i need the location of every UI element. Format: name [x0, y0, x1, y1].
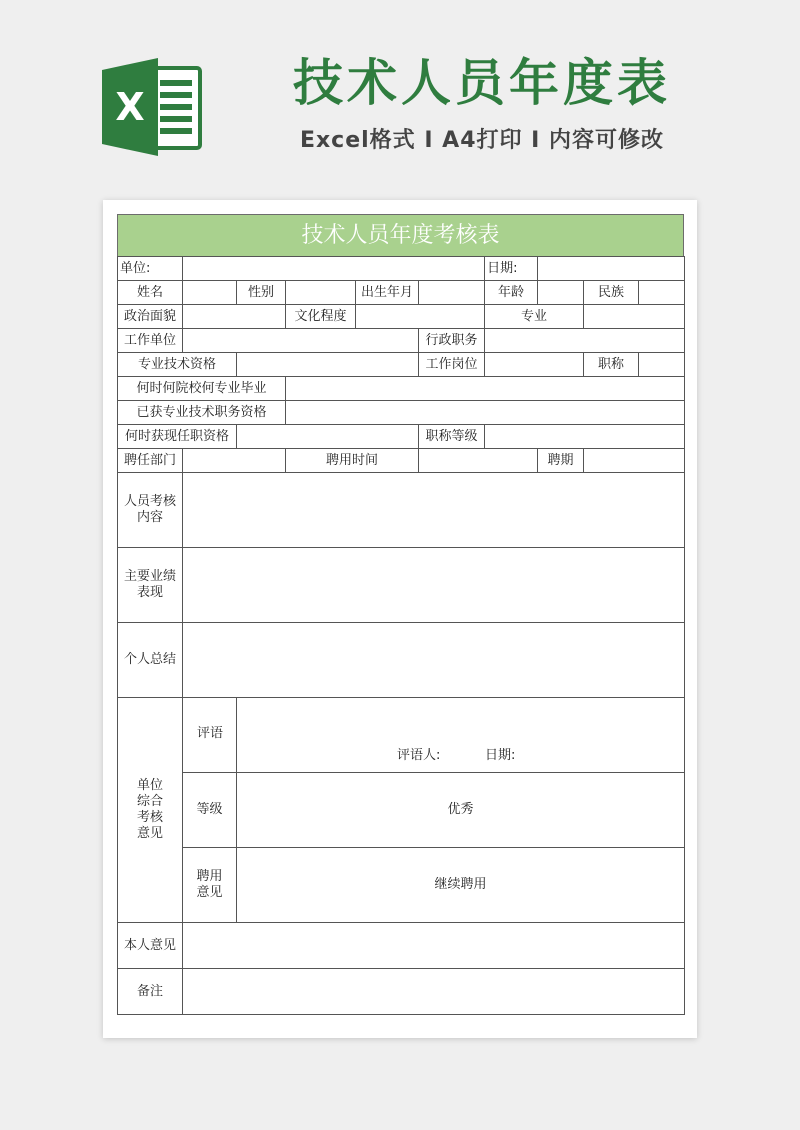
summary-field[interactable]: [183, 623, 685, 698]
review-field[interactable]: [237, 698, 685, 773]
review-signer-label: 评语人:: [397, 748, 441, 763]
job-title-label: 职称: [584, 353, 639, 377]
hire-dept-field[interactable]: [183, 449, 286, 473]
unit-opinion-line2: 综合: [136, 794, 163, 809]
review-label-cell: [183, 698, 237, 773]
form-container: [117, 214, 684, 1015]
performance-field[interactable]: [183, 548, 685, 623]
post-field[interactable]: [485, 353, 584, 377]
birth-label: 出生年月: [356, 281, 419, 305]
assessment-content-line2: 内容: [136, 510, 163, 525]
hire-term-label: 聘期: [538, 449, 584, 473]
age-field[interactable]: [538, 281, 584, 305]
assessment-content-label: [118, 473, 183, 548]
assessment-table: [117, 256, 685, 1015]
graduated-label: 何时何院校何专业毕业: [118, 377, 286, 401]
hire-opinion-value[interactable]: 继续聘用: [237, 848, 685, 923]
performance-line2: 表现: [136, 585, 163, 600]
political-field[interactable]: [183, 305, 286, 329]
unit-opinion-label: [118, 698, 183, 923]
obtained-field[interactable]: [286, 401, 685, 425]
birth-field[interactable]: [419, 281, 485, 305]
summary-label: 个人总结: [118, 623, 183, 698]
remarks-label: 备注: [118, 969, 183, 1015]
hire-time-field[interactable]: [419, 449, 538, 473]
hire-dept-label: 聘任部门: [118, 449, 183, 473]
major-label: 专业: [485, 305, 584, 329]
logo-letter: X: [115, 85, 145, 129]
excel-logo-icon: [102, 58, 202, 156]
form-paper: [103, 200, 697, 1038]
self-opinion-label: 本人意见: [118, 923, 183, 969]
admin-position-label: 行政职务: [419, 329, 485, 353]
assessment-content-line1: 人员考核: [123, 494, 176, 509]
form-title: 技术人员年度考核表: [117, 214, 684, 256]
remarks-field[interactable]: [183, 969, 685, 1015]
performance-line1: 主要业绩: [123, 569, 176, 584]
post-label: 工作岗位: [419, 353, 485, 377]
workplace-label: 工作单位: [118, 329, 183, 353]
when-obtained-label: 何时获现任职资格: [118, 425, 237, 449]
unit-opinion-line3: 考核: [136, 810, 163, 825]
date-field[interactable]: [538, 257, 685, 281]
education-field[interactable]: [356, 305, 485, 329]
obtained-label: 已获专业技术职务资格: [118, 401, 286, 425]
name-label: 姓名: [118, 281, 183, 305]
page-title: 技术人员年度表: [293, 54, 671, 112]
grade-value[interactable]: 优秀: [237, 773, 685, 848]
page-subtitle: Excel格式 I A4打印 I 内容可修改: [299, 128, 665, 153]
hire-opinion-label: [183, 848, 237, 923]
unit-field[interactable]: [183, 257, 485, 281]
date-label: 日期:: [485, 257, 538, 281]
name-field[interactable]: [183, 281, 237, 305]
hire-opinion-line2: 意见: [196, 885, 223, 900]
unit-opinion-line1: 单位: [136, 778, 163, 793]
review-date-label: 日期:: [485, 748, 516, 763]
hire-opinion-line1: 聘用: [196, 869, 223, 884]
workplace-field[interactable]: [183, 329, 419, 353]
hire-time-label: 聘用时间: [286, 449, 419, 473]
assessment-content-field[interactable]: [183, 473, 685, 548]
admin-position-field[interactable]: [485, 329, 685, 353]
review-label: 评语: [197, 726, 224, 741]
title-level-label: 职称等级: [419, 425, 485, 449]
hire-term-field[interactable]: [584, 449, 685, 473]
age-label: 年龄: [485, 281, 538, 305]
qualification-field[interactable]: [237, 353, 419, 377]
graduated-field[interactable]: [286, 377, 685, 401]
self-opinion-field[interactable]: [183, 923, 685, 969]
political-label: 政治面貌: [118, 305, 183, 329]
unit-opinion-line4: 意见: [136, 826, 163, 841]
unit-label: 单位:: [118, 257, 183, 281]
gender-label: 性别: [237, 281, 286, 305]
education-label: 文化程度: [286, 305, 356, 329]
major-field[interactable]: [584, 305, 685, 329]
job-title-field[interactable]: [639, 353, 685, 377]
when-obtained-field[interactable]: [237, 425, 419, 449]
gender-field[interactable]: [286, 281, 356, 305]
title-level-field[interactable]: [485, 425, 685, 449]
ethnicity-label: 民族: [584, 281, 639, 305]
grade-label: 等级: [183, 773, 237, 848]
performance-label: [118, 548, 183, 623]
ethnicity-field[interactable]: [639, 281, 685, 305]
qualification-label: 专业技术资格: [118, 353, 237, 377]
